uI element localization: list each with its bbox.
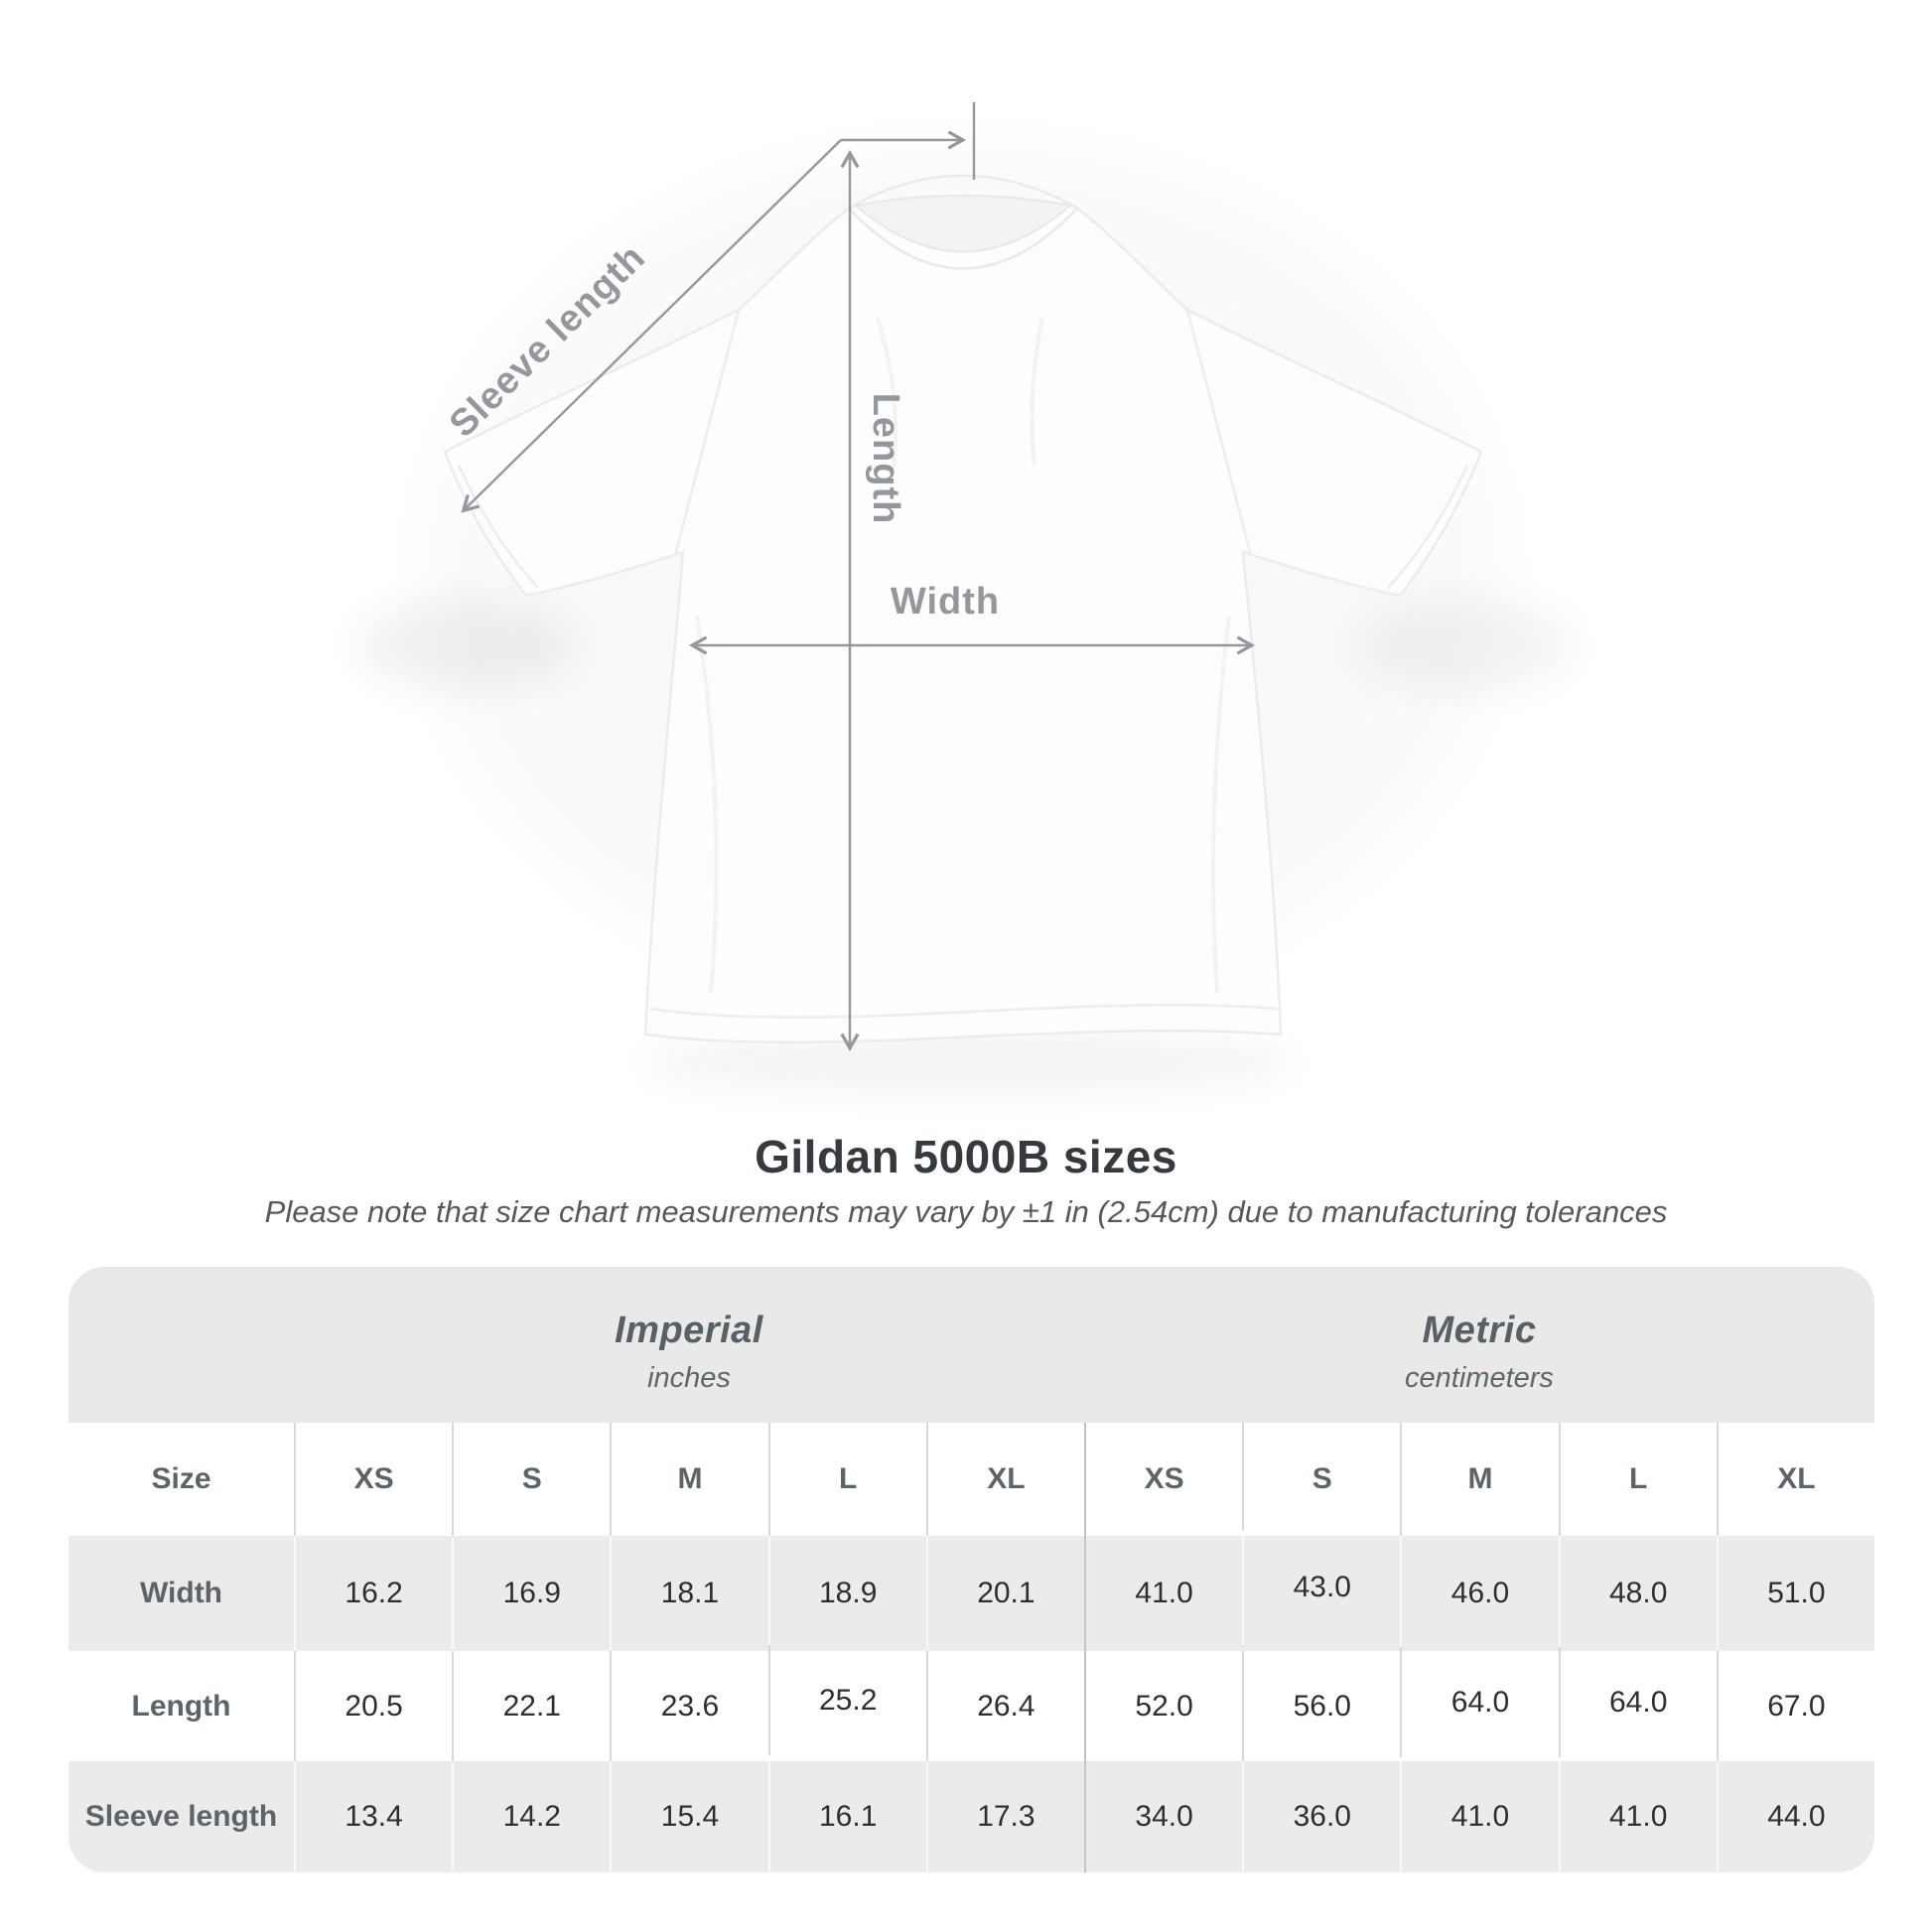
table-cell: 23.6	[610, 1651, 767, 1761]
table-cell: 25.2	[768, 1645, 926, 1755]
table-cell: 43.0	[1242, 1530, 1400, 1645]
size-col-metric-l: L	[1559, 1423, 1717, 1536]
size-col-metric-s: S	[1242, 1423, 1400, 1536]
table-cell: 64.0	[1559, 1647, 1717, 1757]
page-title: Gildan 5000B sizes	[755, 1131, 1177, 1182]
table-cell: 41.0	[1559, 1761, 1717, 1872]
table-cell: 20.1	[926, 1536, 1084, 1651]
table-cell: 64.0	[1400, 1647, 1558, 1757]
imperial-sublabel: inches	[647, 1361, 731, 1394]
table-cell: 26.4	[926, 1651, 1084, 1761]
table-row-length	[69, 1651, 1874, 1761]
width-label: Width	[890, 581, 1001, 622]
table-cell: 41.0	[1400, 1761, 1558, 1872]
table-cell: 44.0	[1717, 1761, 1874, 1872]
size-col-metric-xl: XL	[1717, 1423, 1874, 1536]
size-col-metric-xs: XS	[1084, 1423, 1242, 1536]
size-table	[69, 1267, 1874, 1872]
size-header-row	[69, 1423, 1874, 1536]
tolerance-note: Please note that size chart measurements may vary by ±1 in (2.54cm) due to manufacturing tolerances	[264, 1194, 1668, 1229]
row-label: Length	[131, 1689, 231, 1723]
table-cell: 20.5	[294, 1651, 452, 1761]
size-col-imperial-xs: XS	[294, 1423, 452, 1536]
table-cell: 67.0	[1717, 1651, 1874, 1761]
sleeve-length-label: Sleeve length	[441, 236, 654, 446]
size-header-cell: Size	[151, 1462, 211, 1495]
size-col-imperial-m: M	[610, 1423, 767, 1536]
metric-sublabel: centimeters	[1405, 1361, 1554, 1394]
table-cell: 56.0	[1242, 1651, 1400, 1761]
table-cell: 16.2	[294, 1536, 452, 1651]
table-cell: 36.0	[1242, 1761, 1400, 1872]
row-label: Width	[139, 1577, 223, 1609]
table-cell: 22.1	[452, 1651, 610, 1761]
table-cell: 13.4	[294, 1761, 452, 1872]
size-col-imperial-l: L	[768, 1423, 926, 1536]
table-row-sleeve-length	[69, 1761, 1874, 1872]
table-cell: 41.0	[1084, 1536, 1242, 1651]
unit-header-row	[69, 1267, 1874, 1423]
table-cell: 34.0	[1084, 1761, 1242, 1872]
size-col-metric-m: M	[1400, 1423, 1558, 1536]
table-row-width	[69, 1536, 1874, 1651]
table-cell: 52.0	[1084, 1651, 1242, 1761]
row-label: Sleeve length	[84, 1800, 278, 1833]
table-cell: 46.0	[1400, 1536, 1558, 1651]
table-cell: 18.9	[768, 1536, 926, 1651]
size-col-imperial-s: S	[452, 1423, 610, 1536]
table-cell: 14.2	[452, 1761, 610, 1872]
size-col-imperial-xl: XL	[926, 1423, 1084, 1536]
metric-header	[1084, 1267, 1874, 1423]
table-cell: 15.4	[610, 1761, 767, 1872]
table-cell: 17.3	[926, 1761, 1084, 1872]
table-cell: 51.0	[1717, 1536, 1874, 1651]
imperial-header	[294, 1267, 1084, 1423]
metric-label: Metric	[1422, 1309, 1537, 1351]
table-cell: 48.0	[1559, 1536, 1717, 1651]
table-cell: 16.9	[452, 1536, 610, 1651]
table-cell: 16.1	[768, 1761, 926, 1872]
imperial-label: Imperial	[615, 1309, 763, 1351]
table-cell: 18.1	[610, 1536, 767, 1651]
length-label: Length	[865, 392, 906, 525]
